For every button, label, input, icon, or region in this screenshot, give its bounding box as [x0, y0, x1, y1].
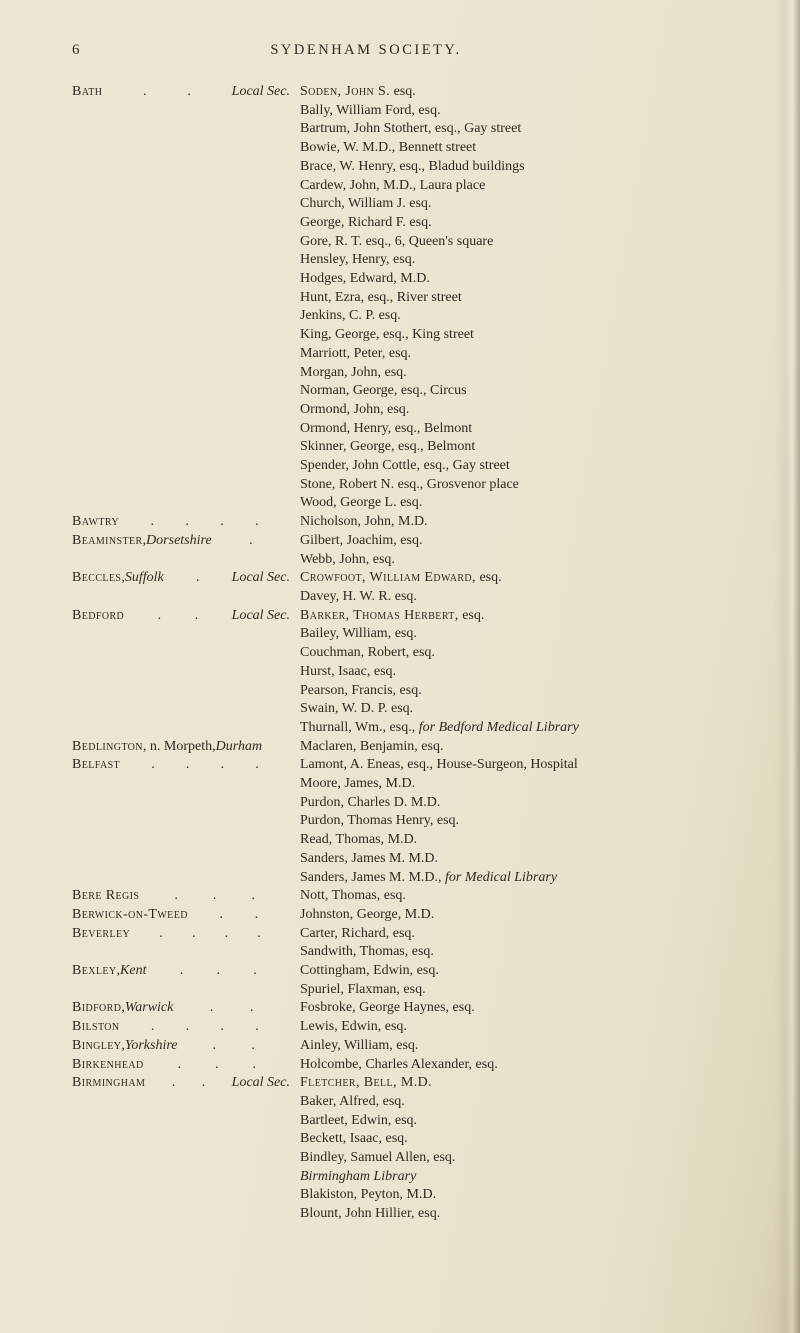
member-name	[300, 869, 660, 888]
entry-line	[72, 1130, 660, 1149]
leader-dot: .	[220, 514, 224, 530]
member-text: Purdon, Charles D. M.D.	[300, 794, 441, 810]
entry-line	[72, 1093, 660, 1112]
county-name: Kent	[120, 963, 147, 979]
member-name	[300, 1037, 660, 1056]
entry-line	[72, 420, 660, 439]
member-smallcaps: Barker, Thomas Herbert,	[300, 607, 459, 623]
member-text: Bailey, William, esq.	[300, 626, 417, 642]
member-name	[300, 925, 660, 944]
member-italic: Birmingham Library	[300, 1168, 417, 1184]
entry-line	[72, 738, 660, 757]
member-name	[300, 158, 660, 177]
member-name	[300, 139, 660, 158]
member-name	[300, 345, 660, 364]
entry-line	[72, 438, 660, 457]
member-name	[300, 1074, 660, 1093]
local-sec-label: Local Sec.	[231, 1075, 290, 1091]
leader-dots	[173, 999, 290, 1018]
member-name	[300, 999, 660, 1018]
member-name	[300, 1112, 660, 1131]
member-name	[300, 438, 660, 457]
leader-dot: .	[194, 607, 199, 623]
member-name	[300, 307, 660, 326]
member-name	[300, 270, 660, 289]
member-name	[300, 663, 660, 682]
entry-line	[72, 569, 660, 588]
leader-dot: .	[255, 1019, 259, 1035]
leader-dot: .	[191, 925, 196, 941]
member-italic: for Bedford Medical Library	[418, 719, 579, 735]
member-text: Bally, William Ford, esq.	[300, 102, 441, 118]
entry-line	[72, 869, 660, 888]
leader-dot: .	[185, 1019, 190, 1035]
member-name	[300, 401, 660, 420]
entry-line	[72, 1149, 660, 1168]
member-text: Ormond, John, esq.	[300, 401, 410, 417]
member-name	[300, 588, 660, 607]
county-name: Dorsetshire	[146, 532, 212, 548]
member-name	[300, 177, 660, 196]
leader-dots	[212, 532, 290, 551]
member-name	[300, 289, 660, 308]
member-name	[300, 775, 660, 794]
entry-line	[72, 644, 660, 663]
entry-line	[72, 812, 660, 831]
leader-dot: .	[255, 514, 259, 530]
entry-line	[72, 607, 660, 626]
place-cell	[72, 887, 300, 906]
entry-line	[72, 195, 660, 214]
entry-line	[72, 831, 660, 850]
entry-line	[72, 756, 660, 775]
member-text: Sanders, James M. M.D.,	[300, 869, 446, 885]
member-name	[300, 551, 660, 570]
member-text: esq.	[390, 84, 416, 99]
member-text: Moore, James, M.D.	[300, 776, 416, 792]
place-name: Bingley	[72, 1037, 122, 1053]
leader-dot: .	[249, 1000, 254, 1016]
leader-dots	[146, 962, 290, 981]
member-name	[300, 607, 660, 626]
member-text: Gilbert, Joachim, esq.	[300, 532, 423, 548]
entry-line	[72, 925, 660, 944]
leader-dot: .	[219, 906, 224, 922]
member-name	[300, 364, 660, 383]
member-text: esq.	[458, 607, 485, 623]
leader-dots	[124, 607, 232, 626]
place-name: Beccles	[72, 570, 122, 586]
leader-dot: .	[255, 757, 259, 773]
member-name	[300, 906, 660, 925]
local-sec-label: Local Sec.	[231, 84, 290, 99]
leader-dot: .	[253, 963, 257, 979]
leader-dot: .	[252, 1056, 257, 1072]
member-text: Norman, George, esq., Circus	[300, 383, 467, 399]
member-text: Couchman, Robert, esq.	[300, 645, 435, 661]
member-name	[300, 120, 660, 139]
member-text: Hodges, Edward, M.D.	[300, 271, 430, 287]
page-number: 6	[72, 42, 80, 58]
place-name: Bedford	[72, 607, 125, 623]
place-qualifier: ,	[121, 1037, 125, 1053]
leader-dot: .	[224, 925, 229, 941]
place-cell	[72, 962, 300, 981]
member-text: Webb, John, esq.	[300, 551, 395, 567]
member-name	[300, 513, 660, 532]
entry-line	[72, 588, 660, 607]
leader-dot: .	[187, 84, 191, 99]
leader-dot: .	[220, 757, 225, 773]
leader-dot: .	[171, 1075, 176, 1091]
place-name: Bere Regis	[72, 888, 140, 904]
place-name: Bidford	[72, 1000, 122, 1016]
entry-line	[72, 981, 660, 1000]
member-text: Thurnall, Wm., esq.,	[300, 719, 419, 735]
member-name	[300, 195, 660, 214]
place-qualifier: ,	[142, 532, 147, 548]
entry-line	[72, 682, 660, 701]
place-name: Birkenhead	[72, 1056, 144, 1072]
member-text: Brace, W. Henry, esq., Bladud buildings	[300, 158, 525, 174]
member-text: Spender, John Cottle, esq., Gay street	[300, 458, 510, 474]
county-name: Warwick	[124, 1000, 174, 1016]
leader-dots	[119, 513, 290, 532]
member-text: Lewis, Edwin, esq.	[300, 1019, 407, 1035]
entry-line	[72, 962, 660, 981]
local-sec-label: Local Sec.	[231, 607, 290, 623]
entry-line	[72, 1056, 660, 1075]
place-cell	[72, 83, 300, 102]
member-text: Davey, H. W. R. esq.	[300, 588, 417, 604]
place-cell	[72, 569, 300, 588]
entry-line	[72, 719, 660, 738]
member-text: Bartleet, Edwin, esq.	[300, 1112, 418, 1128]
member-text: Blakiston, Peyton, M.D.	[300, 1187, 437, 1203]
member-text: Wood, George L. esq.	[300, 495, 423, 511]
county-name: Suffolk	[124, 570, 164, 586]
place-cell	[72, 999, 300, 1018]
member-name	[300, 887, 660, 906]
member-name	[300, 943, 660, 962]
leader-dot: .	[212, 888, 217, 904]
entry-line	[72, 700, 660, 719]
member-text: Hensley, Henry, esq.	[300, 252, 416, 268]
place-qualifier: ,	[121, 1000, 125, 1016]
entries-list	[72, 83, 660, 1224]
leader-dots	[178, 1037, 290, 1056]
entry-line	[72, 850, 660, 869]
member-text: Read, Thomas, M.D.	[300, 832, 418, 848]
place-name: Bilston	[72, 1019, 120, 1035]
entry-line	[72, 551, 660, 570]
member-name	[300, 494, 660, 513]
member-name	[300, 794, 660, 813]
member-smallcaps: Crowfoot, William Edward,	[300, 570, 476, 586]
entry-line	[72, 1018, 660, 1037]
member-name	[300, 233, 660, 252]
place-name: Bedlington	[72, 738, 143, 754]
member-text: Bindley, Samuel Allen, esq.	[300, 1150, 456, 1166]
member-name	[300, 214, 660, 233]
member-name	[300, 83, 660, 102]
member-text: Carter, Richard, esq.	[300, 925, 415, 941]
member-text: Hurst, Isaac, esq.	[300, 663, 397, 679]
entry-line	[72, 233, 660, 252]
place-qualifier: , n. Morpeth,	[142, 738, 216, 754]
member-text: Blount, John Hillier, esq.	[300, 1206, 441, 1222]
member-name	[300, 756, 660, 775]
leader-dot: .	[174, 888, 178, 904]
member-name	[300, 102, 660, 121]
entry-line	[72, 476, 660, 495]
entry-line	[72, 943, 660, 962]
member-name	[300, 251, 660, 270]
member-name	[300, 1186, 660, 1205]
member-text: Johnston, George, M.D.	[300, 906, 435, 922]
member-text: Lamont, A. Eneas, esq., House-Surgeon, Hospital	[300, 757, 578, 773]
place-name: Bath	[72, 84, 103, 99]
leader-dot: .	[195, 570, 200, 586]
place-cell	[72, 607, 300, 626]
leader-dot: .	[257, 925, 261, 941]
member-italic: for Medical Library	[445, 869, 558, 885]
member-text: Cottingham, Edwin, esq.	[300, 963, 439, 979]
member-text: Bowie, W. M.D., Bennett street	[300, 140, 477, 156]
leader-dot: .	[216, 963, 220, 979]
place-name: Bexley	[72, 963, 117, 979]
member-name	[300, 457, 660, 476]
leader-dot: .	[157, 607, 162, 623]
member-text: Nicholson, John, M.D.	[300, 514, 428, 530]
place-name: Berwick-on-Tweed	[72, 906, 188, 922]
member-smallcaps: Fletcher, Bell, M.D.	[300, 1075, 433, 1091]
member-text: Hunt, Ezra, esq., River street	[300, 289, 462, 305]
entry-line	[72, 345, 660, 364]
leader-dots	[164, 569, 232, 588]
running-title: SYDENHAM SOCIETY.	[270, 42, 462, 58]
member-text: Holcombe, Charles Alexander, esq.	[300, 1056, 498, 1072]
entry-line	[72, 177, 660, 196]
member-text: Gore, R. T. esq., 6, Queen's square	[300, 233, 494, 249]
member-text: Spuriel, Flaxman, esq.	[300, 981, 426, 997]
member-text: Baker, Alfred, esq.	[300, 1093, 405, 1109]
member-name	[300, 1056, 660, 1075]
member-text: Swain, W. D. P. esq.	[300, 701, 414, 717]
place-qualifier: ,	[116, 963, 121, 979]
entry-line	[72, 775, 660, 794]
place-cell	[72, 756, 300, 775]
entry-line	[72, 270, 660, 289]
member-text: Church, William J. esq.	[300, 196, 432, 212]
place-name: Beaminster	[72, 532, 143, 548]
entry-line	[72, 1168, 660, 1187]
entry-line	[72, 102, 660, 121]
member-name	[300, 532, 660, 551]
member-name	[300, 682, 660, 701]
place-cell	[72, 906, 300, 925]
member-name	[300, 420, 660, 439]
member-name	[300, 850, 660, 869]
member-text: Nott, Thomas, esq.	[300, 888, 406, 904]
place-cell	[72, 532, 300, 551]
leader-dots	[144, 1056, 290, 1075]
entry-line	[72, 120, 660, 139]
leader-dots	[188, 906, 290, 925]
leader-dot: .	[150, 514, 154, 530]
leader-dot: .	[151, 757, 155, 773]
entry-line	[72, 214, 660, 233]
member-name	[300, 738, 660, 757]
place-cell	[72, 1037, 300, 1056]
leader-dot: .	[150, 1019, 155, 1035]
member-name	[300, 812, 660, 831]
member-name	[300, 981, 660, 1000]
place-cell	[72, 925, 300, 944]
member-name	[300, 962, 660, 981]
entry-line	[72, 1037, 660, 1056]
member-name	[300, 569, 660, 588]
member-text: Cardew, John, M.D., Laura place	[300, 177, 486, 193]
leader-dot: .	[212, 1037, 217, 1053]
member-text: Ainley, William, esq.	[300, 1037, 419, 1053]
leader-dots	[120, 756, 290, 775]
entry-line	[72, 887, 660, 906]
member-text: Jenkins, C. P. esq.	[300, 308, 401, 324]
place-cell	[72, 1074, 300, 1093]
entry-line	[72, 663, 660, 682]
place-name: Belfast	[72, 757, 121, 773]
entry-line	[72, 1186, 660, 1205]
entry-line	[72, 382, 660, 401]
member-text: Morgan, John, esq.	[300, 364, 407, 380]
leader-dot: .	[215, 1056, 219, 1072]
entry-line	[72, 326, 660, 345]
member-name	[300, 326, 660, 345]
county-name: Yorkshire	[124, 1037, 178, 1053]
member-name	[300, 1093, 660, 1112]
entry-line	[72, 532, 660, 551]
member-name	[300, 382, 660, 401]
leader-dot: .	[159, 925, 163, 941]
leader-dots	[102, 83, 231, 102]
member-name	[300, 1149, 660, 1168]
entry-line	[72, 1112, 660, 1131]
member-name	[300, 1018, 660, 1037]
leader-dots	[145, 1074, 231, 1093]
member-text: esq.	[475, 570, 502, 586]
entry-line	[72, 307, 660, 326]
entry-line	[72, 158, 660, 177]
member-name	[300, 476, 660, 495]
member-name	[300, 831, 660, 850]
member-text: Pearson, Francis, esq.	[300, 682, 422, 698]
leader-dot: .	[179, 963, 184, 979]
leader-dot: .	[201, 1075, 206, 1091]
member-text: Sandwith, Thomas, esq.	[300, 944, 434, 960]
place-qualifier: ,	[121, 570, 125, 586]
leader-dot: .	[251, 1037, 255, 1053]
member-name	[300, 644, 660, 663]
entry-line	[72, 1074, 660, 1093]
member-name	[300, 700, 660, 719]
entry-line	[72, 513, 660, 532]
place-cell	[72, 738, 300, 757]
page-header	[72, 42, 660, 59]
leader-dot: .	[254, 906, 259, 922]
entry-line	[72, 401, 660, 420]
entry-line	[72, 494, 660, 513]
leader-dots	[120, 1018, 290, 1037]
member-smallcaps: Soden, John S.	[300, 84, 391, 99]
county-name: Durham	[215, 738, 263, 754]
entry-line	[72, 1205, 660, 1224]
entry-line	[72, 139, 660, 158]
leader-dot: .	[185, 514, 189, 530]
member-text: Sanders, James M. M.D.	[300, 850, 439, 866]
member-text: Marriott, Peter, esq.	[300, 345, 412, 361]
member-text: Bartrum, John Stothert, esq., Gay street	[300, 121, 522, 137]
entry-line	[72, 251, 660, 270]
leader-dot: .	[177, 1056, 182, 1072]
member-name	[300, 1168, 660, 1187]
entry-line	[72, 906, 660, 925]
entry-line	[72, 625, 660, 644]
place-name: Birmingham	[72, 1075, 146, 1091]
leader-dot: .	[251, 888, 255, 904]
member-text: Beckett, Isaac, esq.	[300, 1131, 408, 1147]
leader-dots	[130, 925, 290, 944]
local-sec-label: Local Sec.	[231, 570, 290, 586]
entry-line	[72, 364, 660, 383]
leader-dot: .	[143, 84, 147, 99]
member-text: Maclaren, Benjamin, esq.	[300, 738, 444, 754]
leader-dot: .	[209, 1000, 214, 1016]
place-name: Bawtry	[72, 514, 120, 530]
entry-line	[72, 794, 660, 813]
place-cell	[72, 1018, 300, 1037]
member-name	[300, 1205, 660, 1224]
member-text: Skinner, George, esq., Belmont	[300, 439, 476, 455]
member-text: King, George, esq., King street	[300, 327, 474, 343]
entry-line	[72, 289, 660, 308]
member-text: Ormond, Henry, esq., Belmont	[300, 420, 473, 436]
leader-dot: .	[185, 757, 190, 773]
entry-line	[72, 999, 660, 1018]
place-cell	[72, 1056, 300, 1075]
member-text: George, Richard F. esq.	[300, 214, 432, 230]
member-name	[300, 625, 660, 644]
leader-dot: .	[249, 532, 253, 548]
member-text: Stone, Robert N. esq., Grosvenor place	[300, 476, 519, 492]
place-name: Beverley	[72, 925, 131, 941]
leader-dots	[139, 887, 290, 906]
place-cell	[72, 513, 300, 532]
leader-dot: .	[220, 1019, 224, 1035]
member-name	[300, 1130, 660, 1149]
member-text: Purdon, Thomas Henry, esq.	[300, 813, 460, 829]
entry-line	[72, 457, 660, 476]
member-text: Fosbroke, George Haynes, esq.	[300, 1000, 475, 1016]
entry-line	[72, 83, 660, 102]
member-name	[300, 719, 660, 738]
